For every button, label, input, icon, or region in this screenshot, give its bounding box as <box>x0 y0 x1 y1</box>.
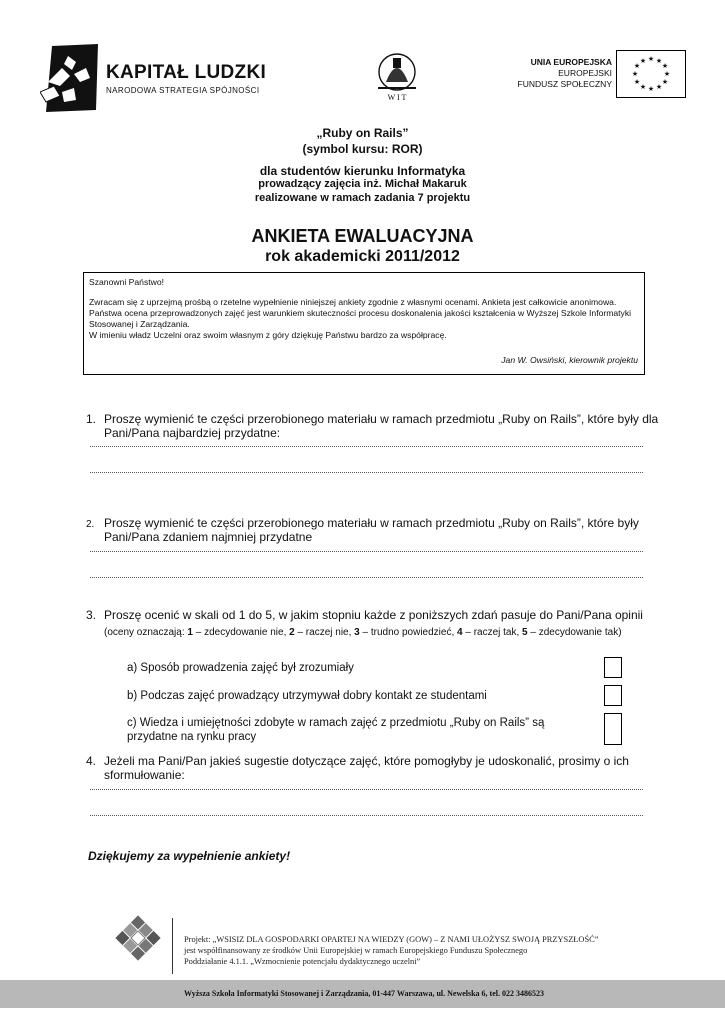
svg-text:★: ★ <box>639 83 647 91</box>
question-number: 4. <box>86 754 97 768</box>
thank-you-note: Dziękujemy za wypełnienie ankiety! <box>88 849 291 863</box>
kapital-ludzki-subtitle: NARODOWA STRATEGIA SPÓJNOŚCI <box>106 86 260 95</box>
wsisiz-logo <box>114 914 162 962</box>
footer-line-2: jest współfinansowany ze środków Unii Europejskiej w ramach Europejskiego Funduszu Społecznego <box>184 946 528 955</box>
svg-text:★: ★ <box>633 62 641 70</box>
eu-flag-icon <box>616 50 686 98</box>
course-symbol: (symbol kursu: ROR) <box>302 142 423 156</box>
footer-address-bar <box>0 980 725 1008</box>
scale-5: 5 <box>522 627 528 638</box>
kapital-ludzki-emblem-icon <box>40 42 100 114</box>
q3-item-b: b) Podczas zajęć prowadzący utrzymywał dobry kontakt ze studentami <box>127 690 487 702</box>
scale-2: 2 <box>289 627 295 638</box>
course-task: realizowane w ramach zadania 7 projektu <box>254 192 471 204</box>
svg-text:★: ★ <box>631 70 639 78</box>
svg-text:★: ★ <box>655 83 663 91</box>
question-number: 2. <box>86 519 95 530</box>
course-instructor: prowadzący zajęcia inż. Michał Makaruk <box>258 178 467 190</box>
footer-line-3: Poddziałanie 4.1.1. „Wzmocnienie potencjału dydaktycznego uczelni” <box>184 957 421 966</box>
svg-text:★: ★ <box>661 62 669 70</box>
wsisiz-diamond-icon <box>114 914 162 962</box>
answer-line[interactable] <box>90 472 643 473</box>
q3-item-c-rating-box[interactable] <box>604 713 622 745</box>
answer-line[interactable] <box>90 446 643 447</box>
svg-text:★: ★ <box>647 55 655 63</box>
survey-title: ANKIETA EWALUACYJNA <box>251 226 474 246</box>
svg-text:★: ★ <box>663 70 671 78</box>
intro-letter-box <box>83 272 645 375</box>
eu-line-2: EUROPEJSKI <box>558 68 612 78</box>
footer-divider <box>172 918 173 974</box>
kapital-ludzki-title: KAPITAŁ LUDZKI <box>106 62 267 83</box>
wit-logo <box>366 44 428 106</box>
question-text: Proszę wymienić te części przerobionego materiału w ramach przedmiotu „Ruby on Rails”, które były Pani/Pana zdaniem najmniej przydatne <box>104 516 639 544</box>
course-name: „Ruby on Rails” <box>316 126 409 140</box>
answer-line[interactable] <box>90 551 643 552</box>
svg-text:★: ★ <box>639 57 647 65</box>
question-text-main: Proszę ocenić w skali od 1 do 5, w jakim stopniu każde z poniższych zdań pasuje do Pani/Pana opinii <box>104 608 643 622</box>
scale-4-text: – raczej tak, <box>462 627 523 638</box>
q3-item-a-rating-box[interactable] <box>604 657 622 678</box>
letter-paragraph-1: Zwracam się z uprzejmą prośbą o rzetelne wypełnienie niniejszej ankiety zgodnie z własnymi ocenami. Ankieta jest całkowicie anonimowa. Państwa ocena przeprowadzonych zajęć jest warunkiem skuteczności procesu doskonalenia jakości kształcenia w Wyższej Szkole Informatyki Stosowanej i Zarządzania. <box>89 297 632 329</box>
answer-line[interactable] <box>90 815 643 816</box>
letter-signature: Jan W. Owsiński, kierownik projektu <box>501 355 638 365</box>
scale-3: 3 <box>354 627 360 638</box>
scale-4: 4 <box>457 627 463 638</box>
question-number: 3. <box>86 608 97 622</box>
letter-greeting: Szanowni Państwo! <box>89 277 164 287</box>
eu-line-1: UNIA EUROPEJSKA <box>530 57 612 67</box>
answer-line[interactable] <box>90 789 643 790</box>
footer-project-info <box>184 934 598 967</box>
question-text: Jeżeli ma Pani/Pan jakieś sugestie dotyczące zajęć, które pomogłyby je udoskonalić, prosimy o ich sformułowanie: <box>104 754 629 782</box>
wit-letters: W I T <box>387 93 407 102</box>
footer-line-1: Projekt: „WSISIZ DLA GOSPODARKI OPARTEJ NA WIEDZY (GOW) – Z NAMI UŁOŻYSZ SWOJĄ PRZYSZŁOŚĆ” <box>184 935 599 944</box>
wit-emblem-icon <box>366 44 428 106</box>
course-audience: dla studentów kierunku Informatyka <box>259 164 466 178</box>
scale-3-text: – trudno powiedzieć, <box>359 627 458 638</box>
survey-subtitle: rok akademicki 2011/2012 <box>265 248 460 265</box>
svg-text:★: ★ <box>633 78 641 86</box>
scale-2-text: – raczej nie, <box>294 627 355 638</box>
scale-open: (oceny oznaczają: <box>104 627 188 638</box>
scale-1: 1 <box>187 627 193 638</box>
svg-text:★: ★ <box>647 85 655 93</box>
footer-address: Wyższa Szkoła Informatyki Stosowanej i Zarządzania, 01-447 Warszawa, ul. Newelska 6, tel. 022 3486523 <box>184 989 544 998</box>
scale-1-text: – zdecydowanie nie, <box>192 627 290 638</box>
question-text <box>104 608 664 640</box>
eu-text-block <box>518 57 612 90</box>
q3-item-a: a) Sposób prowadzenia zajęć był zrozumiały <box>127 662 354 674</box>
q3-item-b-rating-box[interactable] <box>604 685 622 706</box>
kapital-ludzki-logo <box>40 42 270 114</box>
scale-5-text: – zdecydowanie tak) <box>527 627 622 638</box>
q3-item-c-continued: przydatne na rynku pracy <box>127 731 257 743</box>
eu-line-3: FUNDUSZ SPOŁECZNY <box>517 79 612 89</box>
answer-line[interactable] <box>90 577 643 578</box>
svg-text:★: ★ <box>661 78 669 86</box>
letter-paragraph-2: W imieniu władz Uczelni oraz swoim własnym z góry dziękuję Państwu bardzo za współpracę. <box>89 330 447 340</box>
svg-text:★: ★ <box>655 57 663 65</box>
eu-logo <box>506 50 686 100</box>
question-number: 1. <box>86 412 97 426</box>
q3-item-c: c) Wiedza i umiejętności zdobyte w ramach zajęć z przedmiotu „Ruby on Rails” są <box>127 717 545 729</box>
question-text: Proszę wymienić te części przerobionego materiału w ramach przedmiotu „Ruby on Rails”, które były dla Pani/Pana najbardziej przydatne: <box>104 412 659 440</box>
